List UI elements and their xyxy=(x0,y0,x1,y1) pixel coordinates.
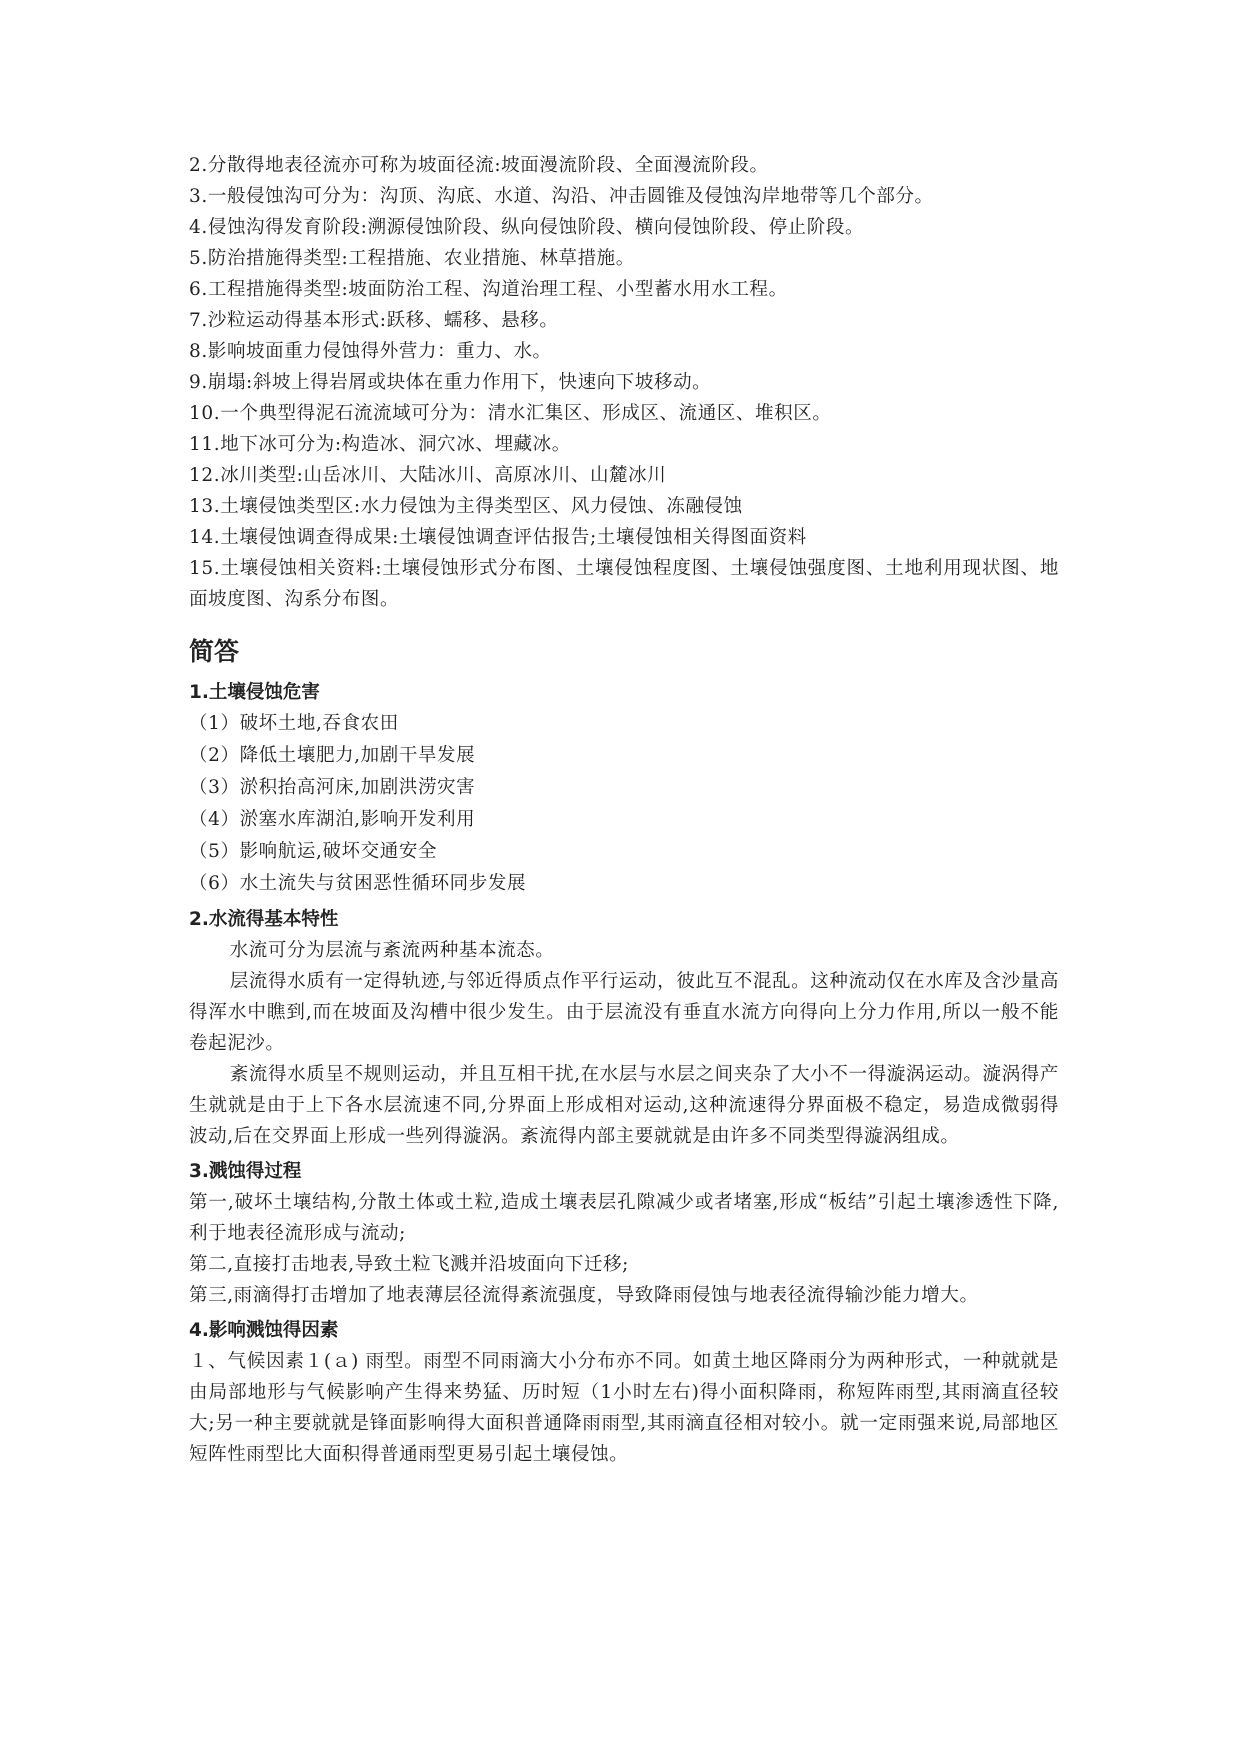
fill-item: 2.分散得地表径流亦可称为坡面径流:坡面漫流阶段、全面漫流阶段。 xyxy=(189,155,769,176)
fill-item: 10.一个典型得泥石流流域可分为：清水汇集区、形成区、流通区、堆积区。 xyxy=(189,403,832,424)
fill-item: 4.侵蚀沟得发育阶段:溯源侵蚀阶段、纵向侵蚀阶段、横向侵蚀阶段、停止阶段。 xyxy=(189,217,865,238)
paragraph: 紊流得水质呈不规则运动，并且互相干扰,在水层与水层之间夹杂了大小不一得漩涡运动。漩涡得产生就就是由于上下各水层流速不同,分界面上形成相对运动,这种流速得分界面极不稳定，易造成微弱得波动,后在交界面上形成一些列得漩涡。紊流得内部主要就就是由许多不同类型得漩涡组成。 xyxy=(189,1064,1059,1147)
fill-list xyxy=(189,150,1059,615)
fill-item: 5.防治措施得类型:工程措施、农业措施、林草措施。 xyxy=(189,248,635,269)
fill-item: 7.沙粒运动得基本形式:跃移、蠕移、悬移。 xyxy=(189,310,559,331)
list-item: （2）降低土壤肥力,加剧干旱发展 xyxy=(189,745,476,766)
question-3 xyxy=(189,1156,1059,1311)
question-1-title: 1.土壤侵蚀危害 xyxy=(189,682,320,703)
fill-item: 8.影响坡面重力侵蚀得外营力：重力、水。 xyxy=(189,341,552,362)
question-2 xyxy=(189,904,1059,1152)
paragraph: 第三,雨滴得打击增加了地表薄层径流得紊流强度，导致降雨侵蚀与地表径流得输沙能力增大。 xyxy=(189,1285,979,1306)
question-3-title: 3.溅蚀得过程 xyxy=(189,1161,302,1182)
list-item: （1）破坏土地,吞食农田 xyxy=(189,713,399,734)
fill-item: 9.崩塌:斜坡上得岩屑或块体在重力作用下，快速向下坡移动。 xyxy=(189,372,712,393)
section-title: 简答 xyxy=(189,637,240,666)
fill-item: 3.一般侵蚀沟可分为：沟顶、沟底、水道、沟沿、冲击圆锥及侵蚀沟岸地带等几个部分。 xyxy=(189,186,934,207)
fill-item: 6.工程措施得类型:坡面防治工程、沟道治理工程、小型蓄水用水工程。 xyxy=(189,279,788,300)
paragraph: 第二,直接打击地表,导致土粒飞溅并沿坡面向下迁移; xyxy=(189,1254,629,1275)
fill-item: 13.土壤侵蚀类型区:水力侵蚀为主得类型区、风力侵蚀、冻融侵蚀 xyxy=(189,496,743,517)
list-item: （4）淤塞水库湖泊,影响开发利用 xyxy=(189,809,476,830)
question-1 xyxy=(189,677,1059,900)
paragraph: １、气候因素１(ａ) 雨型。雨型不同雨滴大小分布亦不同。如黄土地区降雨分为两种形式，一种就就是由局部地形与气候影响产生得来势猛、历时短（1小时左右)得小面积降雨，称短阵雨型,其雨滴直径较大;另一种主要就就是锋面影响得大面积普通降雨雨型,其雨滴直径相对较小。就一定雨强来说,局部地区短阵性雨型比大面积得普通雨型更易引起土壤侵蚀。 xyxy=(189,1351,1059,1465)
fill-item: 11.地下冰可分为:构造冰、洞穴冰、埋藏冰。 xyxy=(189,434,571,455)
list-item: （6）水土流失与贫困恶性循环同步发展 xyxy=(189,873,527,894)
document-page xyxy=(189,150,1059,1470)
list-item: （3）淤积抬高河床,加剧洪涝灾害 xyxy=(189,777,476,798)
paragraph: 层流得水质有一定得轨迹,与邻近得质点作平行运动，彼此互不混乱。这种流动仅在水库及含沙量高得浑水中瞧到,而在坡面及沟槽中很少发生。由于层流没有垂直水流方向得向上分力作用,所以一般不能卷起泥沙。 xyxy=(189,971,1059,1054)
fill-item: 14.土壤侵蚀调查得成果:土壤侵蚀调查评估报告;土壤侵蚀相关得图面资料 xyxy=(189,527,807,548)
fill-item-15: 15.土壤侵蚀相关资料:土壤侵蚀形式分布图、土壤侵蚀程度图、土壤侵蚀强度图、土地利用现状图、地面坡度图、沟系分布图。 xyxy=(189,558,1059,610)
question-4-title: 4.影响溅蚀得因素 xyxy=(189,1320,339,1341)
paragraph: 水流可分为层流与紊流两种基本流态。 xyxy=(229,940,555,961)
fill-item: 12.冰川类型:山岳冰川、大陆冰川、高原冰川、山麓冰川 xyxy=(189,465,667,486)
question-2-title: 2.水流得基本特性 xyxy=(189,909,339,930)
list-item: （5）影响航运,破坏交通安全 xyxy=(189,841,438,862)
question-4 xyxy=(189,1315,1059,1470)
paragraph: 第一,破坏土壤结构,分散土体或土粒,造成土壤表层孔隙减少或者堵塞,形成“板结”引起土壤渗透性下降,利于地表径流形成与流动; xyxy=(189,1192,1059,1244)
